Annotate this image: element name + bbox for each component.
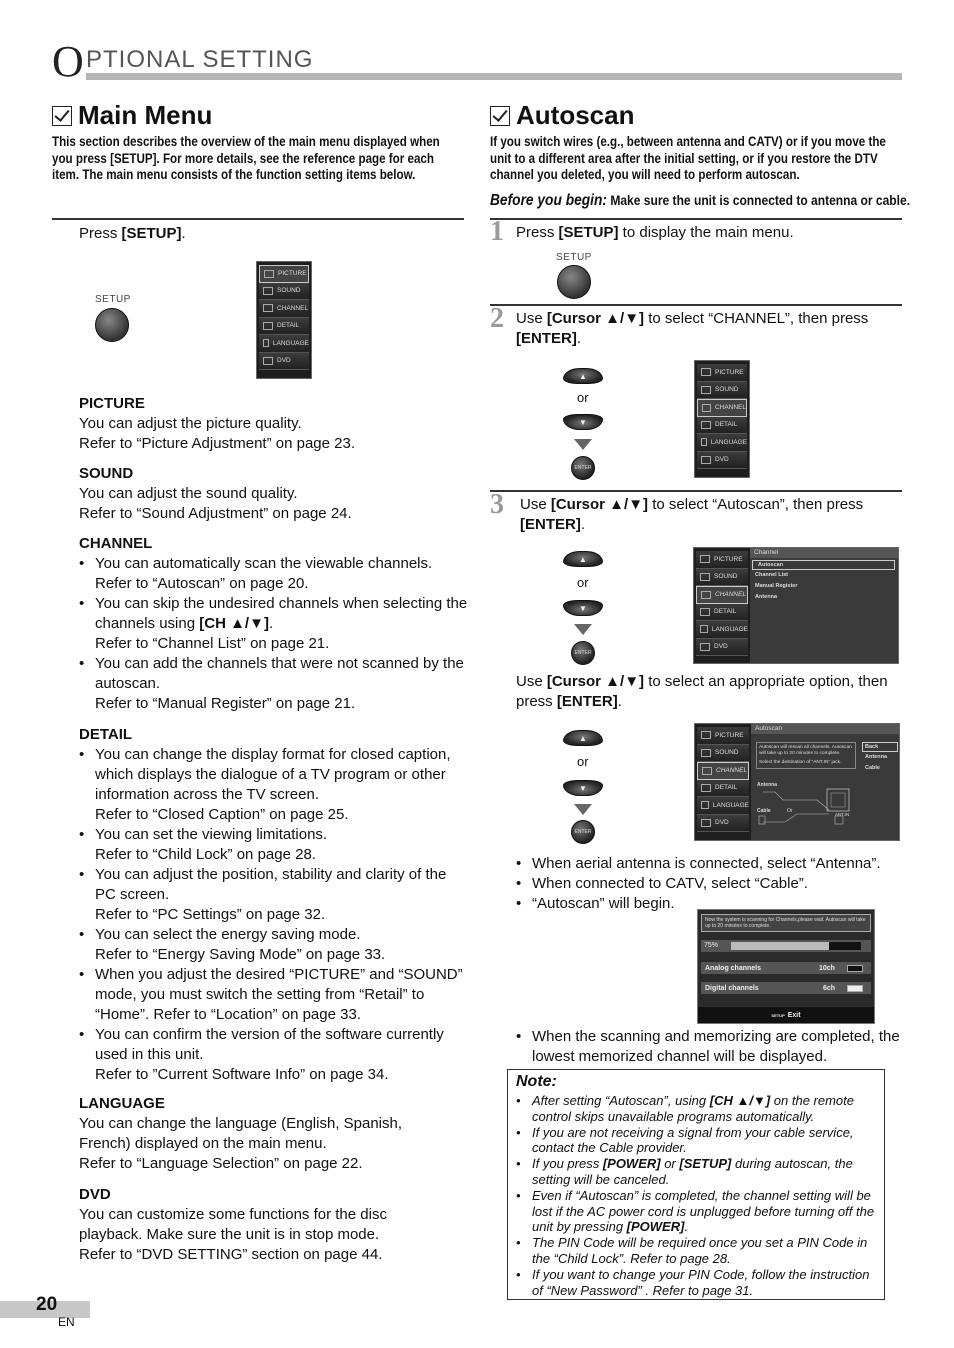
cursor-up-button[interactable]: ▲ bbox=[563, 730, 603, 746]
header-bar bbox=[86, 73, 902, 80]
osd-item-sound: SOUND bbox=[259, 283, 309, 301]
antenna-cable-bullets: • When aerial antenna is connected, select “Antenna”. • When connected to CATV, select “Cable”. • “Autoscan” will begin. bbox=[516, 854, 906, 914]
step-2-text: Use [Cursor ▲/▼] to select “CHANNEL”, then press [ENTER]. bbox=[516, 310, 869, 347]
progress-bar bbox=[701, 940, 871, 952]
osd-item-sound: SOUND bbox=[697, 745, 749, 763]
setup-button-step1[interactable] bbox=[557, 265, 591, 299]
channel-panel-channel-list: Channel List bbox=[755, 572, 789, 578]
osd-item-channel: CHANNEL bbox=[697, 399, 747, 417]
setup-label-step1: SETUP bbox=[556, 252, 592, 263]
osd-item-channel: CHANNEL bbox=[697, 762, 749, 780]
final-bullet: • When the scanning and memorizing are completed, the lowest memorized channel will be displayed. bbox=[516, 1027, 906, 1067]
channel-panel: Channel Autoscan Channel List Manual Register Antenna bbox=[750, 548, 898, 663]
step-3-number: 3 bbox=[490, 489, 504, 520]
autoscan-rule-top bbox=[490, 218, 902, 220]
step-1-rule bbox=[490, 304, 902, 306]
sound-icon bbox=[700, 573, 710, 581]
autoscan-panel: Autoscan Autoscan will rescan all channels. Autoscan will take up to 20 minutes to complete. Select the destination of "ANT.IN" jack. Back Antenna Cable Antenna Cable Or ANT.IN bbox=[751, 724, 899, 840]
option-cable: Cable bbox=[865, 765, 880, 771]
enter-button[interactable]: ENTER bbox=[571, 820, 595, 844]
channel-icon bbox=[702, 404, 711, 412]
enter-button[interactable]: ENTER bbox=[571, 641, 595, 665]
dvd-icon bbox=[263, 357, 273, 365]
header-initial: O bbox=[52, 37, 84, 86]
channel-icon bbox=[701, 591, 711, 599]
press-setup-text: Press [SETUP]. bbox=[79, 225, 186, 242]
channel-submenu-osd bbox=[693, 547, 899, 664]
main-menu-osd bbox=[256, 261, 312, 379]
note-box bbox=[507, 1069, 885, 1300]
channel-panel-manual-register: Manual Register bbox=[755, 583, 798, 589]
osd-item-dvd: DVD bbox=[697, 452, 747, 470]
digital-indicator bbox=[847, 985, 863, 992]
autoscan-options-list bbox=[862, 742, 898, 773]
autoscan-panel-message: Autoscan will rescan all channels. Autoscan will take up to 20 minutes to complete. Select the destination of "ANT.IN" jack. bbox=[756, 742, 856, 769]
osd-item-picture: PICTURE bbox=[259, 265, 309, 283]
osd-item-language: LANGUAGE bbox=[259, 335, 309, 353]
detail-icon bbox=[263, 322, 273, 330]
picture-icon bbox=[701, 731, 711, 739]
or-label: or bbox=[577, 575, 589, 590]
osd-item-language: LANGUAGE bbox=[696, 621, 748, 639]
sound-icon bbox=[701, 386, 711, 394]
analog-indicator bbox=[847, 965, 863, 972]
progress-fill bbox=[731, 942, 829, 950]
cursor-down-button[interactable]: ▼ bbox=[563, 414, 603, 430]
main-menu-intro: This section describes the overview of the main menu displayed when you press [SETUP]. For more details, see the reference page for each item. The main menu consists of the function setting items below. bbox=[52, 134, 440, 182]
channel-panel-antenna: Antenna bbox=[755, 594, 777, 600]
progress-percent-label: 75% bbox=[704, 942, 719, 949]
progress-exit-bar bbox=[698, 1007, 874, 1023]
sound-section: SOUND You can adjust the sound quality. Refer to “Sound Adjustment” on page 24. bbox=[79, 465, 352, 522]
channel-panel-autoscan: Autoscan bbox=[752, 560, 895, 570]
language-icon bbox=[700, 625, 708, 633]
or-label: or bbox=[577, 754, 589, 769]
language-code: EN bbox=[58, 1315, 75, 1329]
autoscan-option-osd bbox=[694, 723, 900, 841]
diagram-antenna-label: Antenna bbox=[757, 782, 777, 788]
exit-label[interactable]: Exit bbox=[787, 1011, 801, 1019]
osd-item-channel: CHANNEL bbox=[696, 586, 748, 604]
diagram-cable-label: Cable bbox=[757, 808, 771, 814]
osd-item-language: LANGUAGE bbox=[697, 797, 749, 815]
osd-item-channel: CHANNEL bbox=[259, 300, 309, 318]
osd-item-sound: SOUND bbox=[697, 382, 747, 400]
note-title: Note: bbox=[516, 1073, 557, 1090]
enter-button[interactable]: ENTER bbox=[571, 456, 595, 480]
checkbox-icon bbox=[490, 106, 510, 126]
picture-icon bbox=[264, 270, 274, 278]
channel-icon bbox=[263, 304, 273, 312]
dvd-icon bbox=[700, 643, 710, 651]
step-2-rule bbox=[490, 490, 902, 492]
connection-diagram-icon bbox=[755, 784, 851, 828]
language-section: LANGUAGE You can change the language (English, Spanish, French) displayed on the main menu. Refer to “Language Selection” on page 22. bbox=[79, 1095, 403, 1172]
main-menu-rule bbox=[52, 218, 464, 220]
detail-icon bbox=[701, 421, 711, 429]
option-back: Back bbox=[862, 742, 898, 752]
osd-item-picture: PICTURE bbox=[697, 727, 749, 745]
arrow-down-icon bbox=[574, 439, 592, 450]
step-1-text: Press [SETUP] to display the main menu. bbox=[516, 224, 794, 241]
osd-item-detail: DETAIL bbox=[697, 417, 747, 435]
osd-item-dvd: DVD bbox=[259, 353, 309, 371]
sound-icon bbox=[701, 749, 711, 757]
channel-select-osd bbox=[694, 360, 750, 478]
cursor-up-button[interactable]: ▲ bbox=[563, 551, 603, 567]
header-title: PTIONAL SETTING bbox=[86, 46, 314, 73]
setup-exit-icon: SETUP bbox=[771, 1012, 785, 1018]
cursor-down-button[interactable]: ▼ bbox=[563, 780, 603, 796]
osd-item-picture: PICTURE bbox=[697, 364, 747, 382]
progress-track bbox=[731, 942, 861, 950]
autoscan-intro: If you switch wires (e.g., between antenna and CATV) or if you move the unit to a different area after the initial setting, or if you restore the DTV channel you deleted, you will need to perform autoscan. bbox=[490, 134, 886, 182]
sound-icon bbox=[263, 287, 273, 295]
language-icon bbox=[701, 438, 707, 446]
arrow-down-icon bbox=[574, 624, 592, 635]
detail-icon bbox=[700, 608, 710, 616]
page-number: 20 bbox=[36, 1294, 58, 1315]
or-label: or bbox=[577, 390, 589, 405]
cursor-down-button[interactable]: ▼ bbox=[563, 600, 603, 616]
picture-icon bbox=[700, 555, 710, 563]
note-list: • After setting “Autoscan”, using [CH ▲/▼] on the remote control skips unavailable programs automatically. • If you are not receiving a signal from your cable service, contact the Cable provider. • If you press [POWER] or [SETUP] during autoscan, the setting will be canceled. • Even if “Autoscan” is completed, the channel setting will be lost if the AC power cord is unplugged before turning off the unit by pressing [POWER]. • The PIN Code will be required once you set a PIN Code in the “Child Lock”. Refer to page 28. • If you want to change your PIN Code, follow the instruction of “New Password” . Refer to page 31. bbox=[516, 1093, 878, 1298]
analog-channels-row: Analog channels 10ch bbox=[701, 962, 871, 974]
channel-icon bbox=[702, 767, 712, 775]
osd-item-detail: DETAIL bbox=[696, 604, 748, 622]
diagram-or-label: Or bbox=[787, 808, 793, 814]
setup-label: SETUP bbox=[95, 294, 131, 305]
osd-item-detail: DETAIL bbox=[259, 318, 309, 336]
arrow-down-icon bbox=[574, 804, 592, 815]
detail-icon bbox=[701, 784, 711, 792]
dvd-section: DVD You can customize some functions for the disc playback. Make sure the unit is in stop mode. Refer to “DVD SETTING” section on page 44. bbox=[79, 1186, 387, 1263]
checkbox-icon bbox=[52, 106, 72, 126]
dvd-icon bbox=[701, 819, 711, 827]
step-3-text: Use [Cursor ▲/▼] to select “Autoscan”, then press [ENTER]. bbox=[520, 496, 864, 533]
step-3b-text: Use [Cursor ▲/▼] to select an appropriate option, then press [ENTER]. bbox=[516, 673, 888, 710]
picture-icon bbox=[701, 368, 711, 376]
dvd-icon bbox=[701, 456, 711, 464]
language-icon bbox=[263, 339, 269, 347]
autoscan-progress-osd bbox=[697, 909, 875, 1024]
step-1-number: 1 bbox=[490, 216, 504, 247]
setup-button[interactable] bbox=[95, 308, 129, 342]
cursor-up-button[interactable]: ▲ bbox=[563, 368, 603, 384]
osd-item-language: LANGUAGE bbox=[697, 434, 747, 452]
diagram-antin-label: ANT.IN bbox=[835, 812, 850, 817]
osd-item-dvd: DVD bbox=[696, 639, 748, 657]
osd-item-sound: SOUND bbox=[696, 569, 748, 587]
step-2-number: 2 bbox=[490, 303, 504, 334]
osd-item-detail: DETAIL bbox=[697, 780, 749, 798]
osd-item-dvd: DVD bbox=[697, 815, 749, 833]
language-icon bbox=[701, 801, 709, 809]
before-you-begin: Before you begin: Make sure the unit is connected to antenna or cable. bbox=[490, 192, 911, 209]
detail-section: DETAIL • You can change the display format for closed caption, which displays the dialogue of a TV program or other information across the TV screen. Refer to “Closed Caption” on page 25. • You can set the viewing limitations. Refer to “Child Lock” on page 28. • You can adjust the position, stability and clarity of the PC screen. Refer to “PC Settings” on page 32. • You can select the energy saving mode. Refer to “Energy Saving Mode” on page 33. • When you adjust the desired “PICTURE” and “SOUND” mode, you must switch the setting from “Retail” to “Home”. Refer to “Location” on page 33. • You can confirm the version of the software currently used in this unit. Refer to ”Current Software Info” on page 34. bbox=[79, 725, 469, 1085]
option-antenna: Antenna bbox=[865, 754, 887, 760]
picture-section: PICTURE You can adjust the picture quality. Refer to “Picture Adjustment” on page 23. bbox=[79, 395, 355, 452]
channel-section: CHANNEL • You can automatically scan the viewable channels. Refer to “Autoscan” on page 20. • You can skip the undesired channels when selecting the channels using [CH ▲/▼]. Refer to “Channel List” on page 21. • You can add the channels that were not scanned by the autoscan. Refer to “Manual Register” on page 21. bbox=[79, 534, 469, 714]
progress-message: Now the system is scanning for Channels,please wait. Autoscan will take up to 20 minutes to complete. bbox=[701, 914, 871, 932]
autoscan-title: Autoscan bbox=[490, 100, 634, 131]
main-menu-title: Main Menu bbox=[52, 100, 212, 131]
osd-item-picture: PICTURE bbox=[696, 551, 748, 569]
digital-channels-row: Digital channels 6ch bbox=[701, 982, 871, 994]
